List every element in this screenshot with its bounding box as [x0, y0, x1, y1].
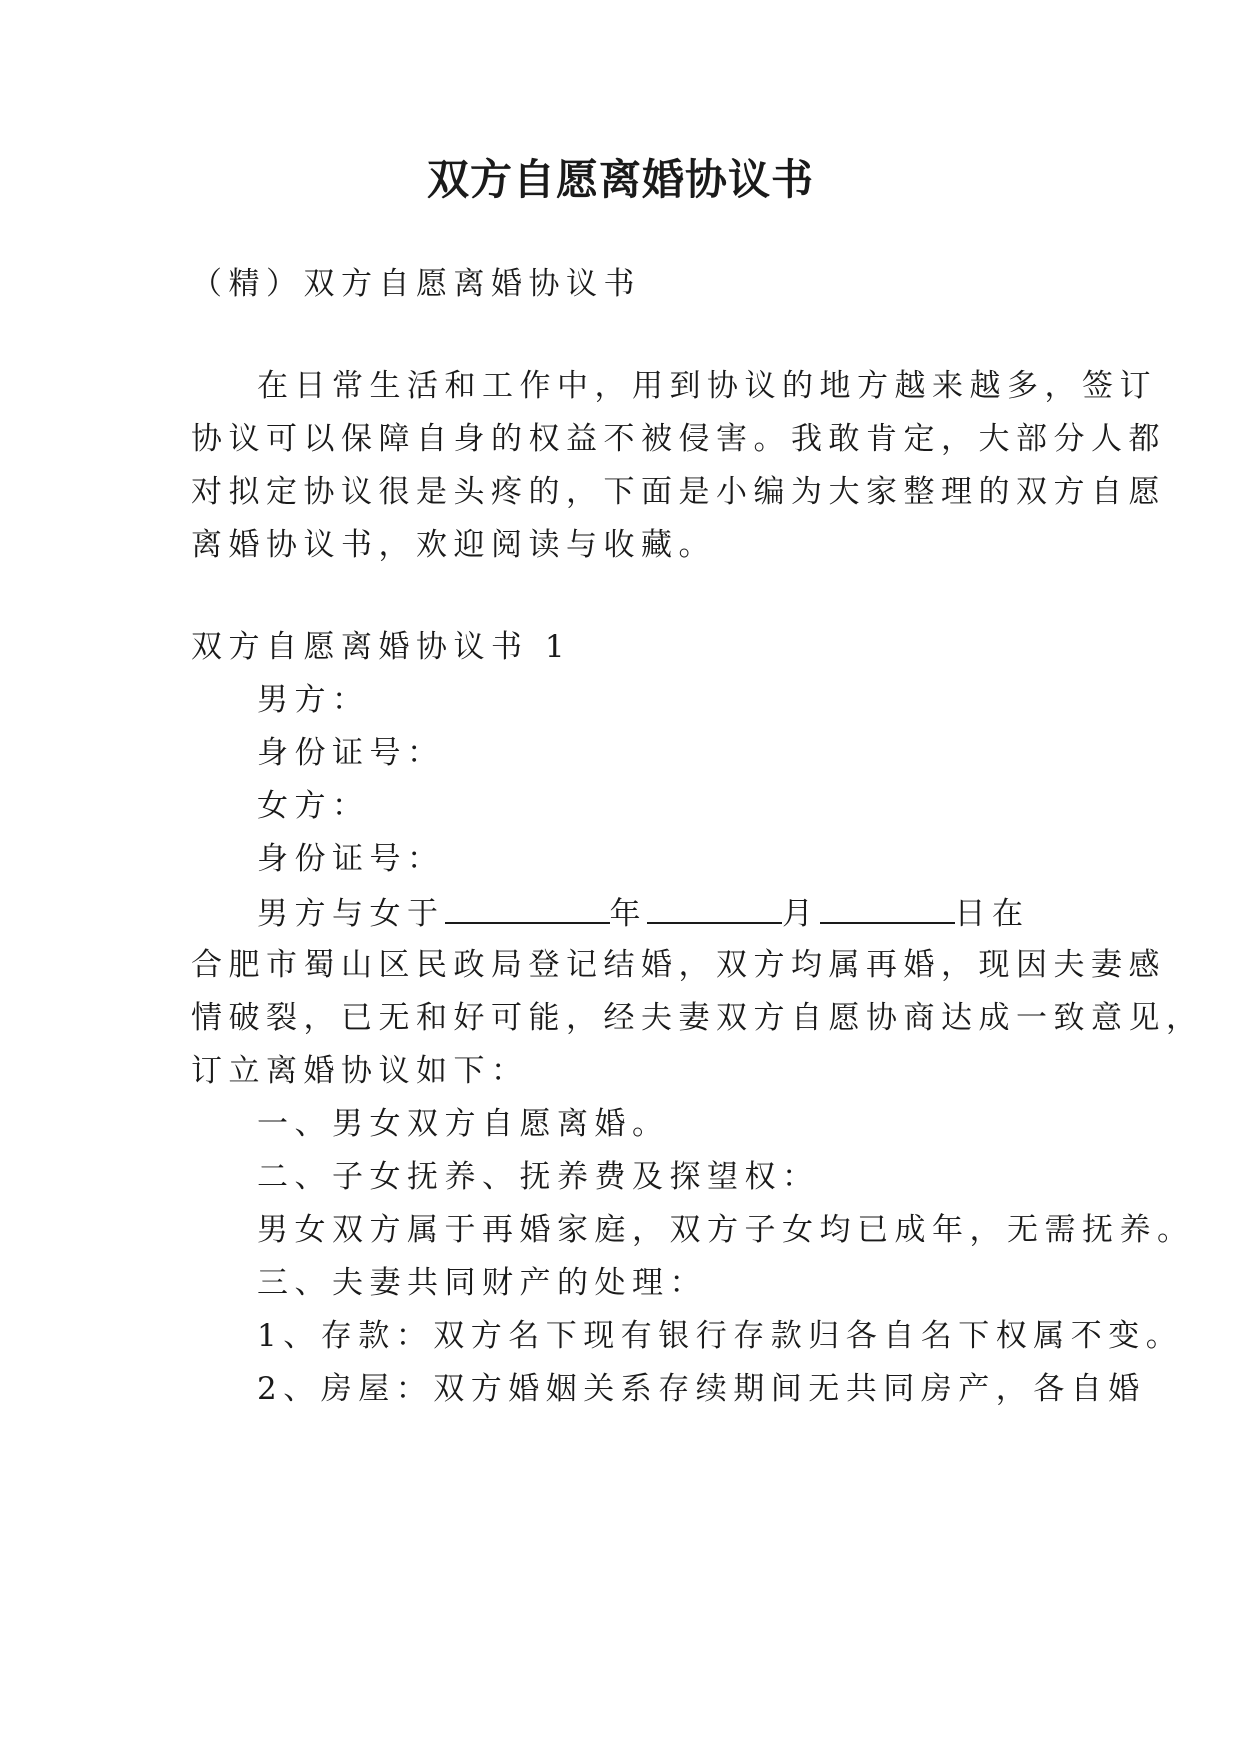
year-label: 年	[609, 896, 647, 932]
year-blank	[445, 892, 610, 924]
male-id-field-label: 身份证号：	[257, 735, 445, 771]
intro-line-3: 对拟定协议很是头疼的，下面是小编为大家整理的双方自愿	[191, 474, 1166, 510]
clause-2-detail: 男女双方属于再婚家庭，双方子女均已成年，无需抚养。	[257, 1212, 1195, 1248]
intro-line-4: 离婚协议书，欢迎阅读与收藏。	[191, 527, 716, 563]
month-label: 月	[782, 896, 820, 932]
clause-3: 三、夫妻共同财产的处理：	[257, 1265, 707, 1301]
male-field-label: 男方：	[257, 682, 370, 718]
clause-3-item-1: 1、存款：双方名下现有银行存款归各自名下权属不变。	[257, 1318, 1184, 1354]
clause-3-item-2: 2、房屋：双方婚姻关系存续期间无共同房产，各自婚	[257, 1371, 1146, 1407]
marriage-date-line	[257, 892, 1030, 934]
section-heading: 双方自愿离婚协议书 1	[191, 629, 572, 665]
intro-line-2: 协议可以保障自身的权益不被侵害。我敢肯定，大部分人都	[191, 421, 1166, 457]
body-line-2: 情破裂，已无和好可能，经夫妻双方自愿协商达成一致意见，	[191, 1000, 1204, 1036]
marriage-prefix: 男方与女于	[257, 896, 445, 932]
clause-2: 二、子女抚养、抚养费及探望权：	[257, 1159, 820, 1195]
female-field-label: 女方：	[257, 788, 370, 824]
body-line-1: 合肥市蜀山区民政局登记结婚，双方均属再婚，现因夫妻感	[191, 947, 1166, 983]
body-line-3: 订立离婚协议如下：	[191, 1053, 529, 1089]
day-blank	[820, 892, 955, 924]
clause-1: 一、男女双方自愿离婚。	[257, 1106, 670, 1142]
subtitle: （精）双方自愿离婚协议书	[191, 266, 641, 302]
month-blank	[647, 892, 782, 924]
female-id-field-label: 身份证号：	[257, 841, 445, 877]
day-suffix: 日在	[954, 896, 1030, 932]
intro-line-1: 在日常生活和工作中，用到协议的地方越来越多，签订	[257, 368, 1157, 404]
document-title: 双方自愿离婚协议书	[426, 155, 814, 204]
